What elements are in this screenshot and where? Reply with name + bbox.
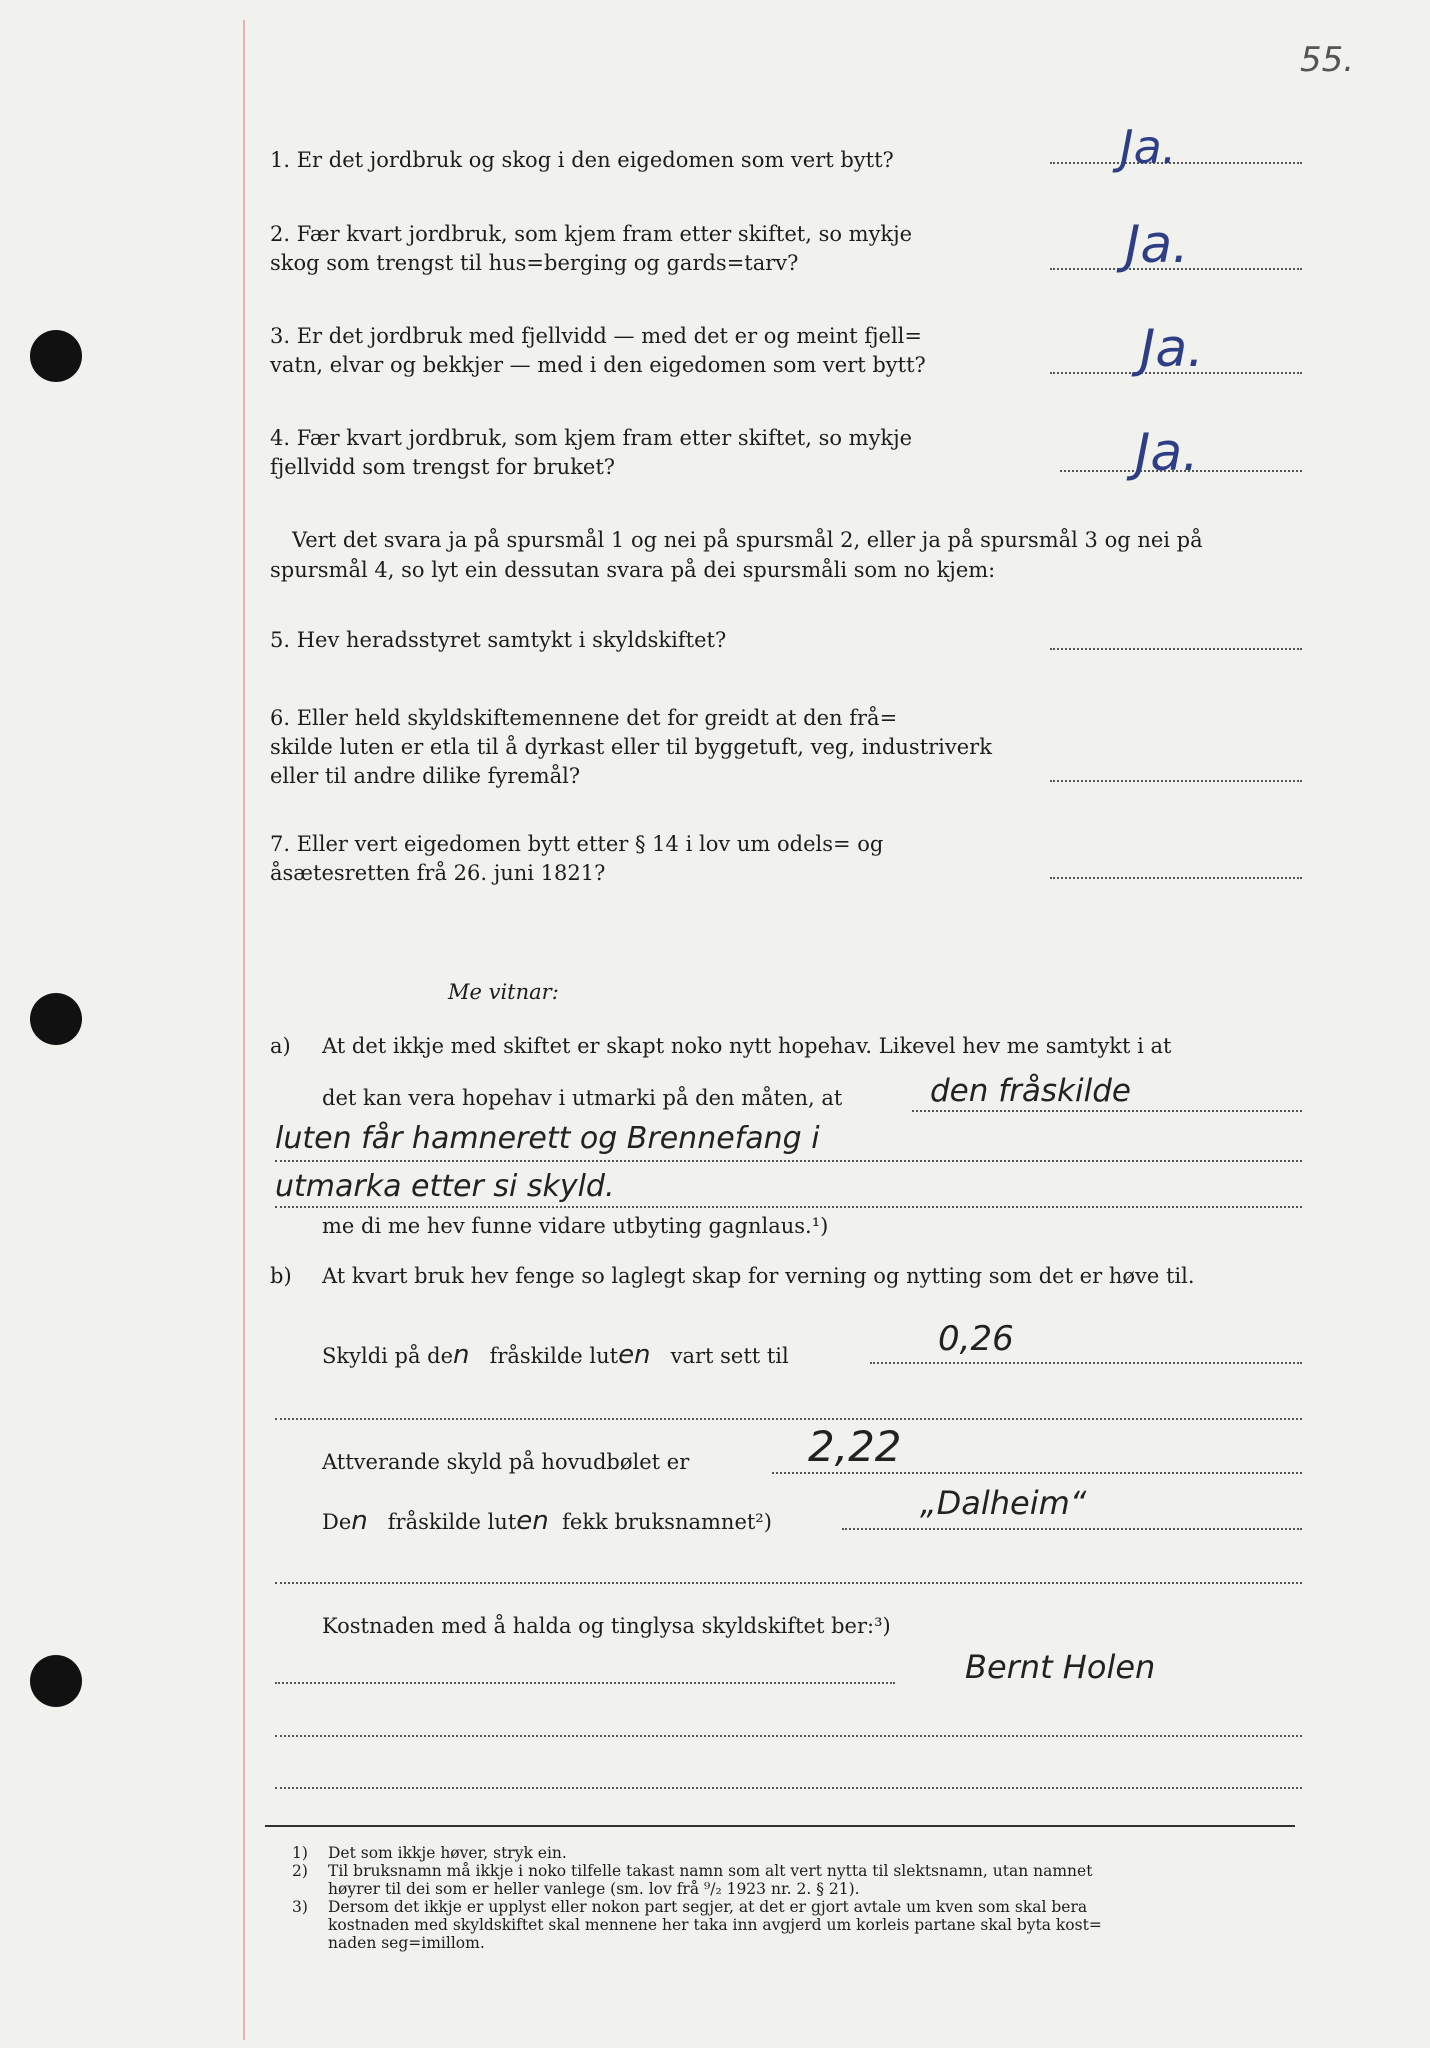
answer-1: Ja. [1120, 120, 1177, 174]
witness-a-line3: me di me hev funne vidare utbyting gagnlaus.¹) [322, 1214, 829, 1238]
witness-a-line1: At det ikkje med skiftet er skapt noko nytt hopehav. Likevel hev me samtykt i at [322, 1034, 1172, 1058]
punch-hole [30, 1655, 82, 1707]
witness-b-line: At kvart bruk hev fenge so laglegt skap for verning og nytting som det er høve til. [322, 1264, 1195, 1288]
margin-line [243, 20, 245, 2040]
condition-text: Vert det svara ja på spursmål 1 og nei på spursmål 2, eller ja på spursmål 3 og nei på [292, 528, 1203, 552]
condition-text: spursmål 4, so lyt ein dessutan svara på dei spursmåli som no kjem: [270, 558, 996, 582]
item-label-b: b) [270, 1264, 292, 1288]
question-2: 2. Fær kvart jordbruk, som kjem fram etter skiftet, so mykje skog som trengst til hus=berging og gards=tarv? [270, 222, 913, 275]
answer-4: Ja. [1135, 423, 1199, 483]
footnote-3: 3) Dersom det ikkje er upplyst eller nokon part segjer, at det er gjort avtale um kven som skal bera kostnaden med skyldskiftet skal mennene her taka inn avgjerd um korleis partane skal byta kost= naden seg=imillom. [292, 1898, 1102, 1952]
skyld-value: 0,26 [938, 1319, 1014, 1359]
question-5: 5. Hev heradsstyret samtykt i skyldskiftet? [270, 628, 727, 652]
punch-hole [30, 330, 82, 382]
bruksnamn-value: „Dalheim“ [920, 1484, 1087, 1522]
question-7: 7. Eller vert eigedomen bytt etter § 14 i lov um odels= og åsætesretten frå 26. juni 1821? [270, 832, 884, 885]
question-4: 4. Fær kvart jordbruk, som kjem fram etter skiftet, so mykje fjellvidd som trengst for bruket? [270, 426, 913, 479]
answer-3: Ja. [1140, 319, 1204, 379]
answer-line [1050, 780, 1302, 782]
answer-line [1050, 648, 1302, 650]
fill-line [772, 1472, 1302, 1474]
handwritten-text: luten får hamnerett og Brennefang i [275, 1121, 820, 1156]
question-3: 3. Er det jordbruk med fjellvidd — med det er og meint fjell= vatn, elvar og bekkjer — med i den eigedomen som vert bytt? [270, 324, 926, 377]
item-label-a: a) [270, 1034, 291, 1058]
signature: Bernt Holen [965, 1648, 1156, 1686]
hovud-value: 2,22 [808, 1422, 902, 1471]
fill-line [275, 1735, 1302, 1737]
fill-line [870, 1362, 1302, 1364]
footnote-1: 1) Det som ikkje høver, stryk ein. [292, 1844, 567, 1862]
question-1: 1. Er det jordbruk og skog i den eigedomen som vert bytt? [270, 148, 894, 172]
fill-line [275, 1160, 1302, 1162]
fill-line [275, 1418, 1302, 1420]
footnote-2: 2) Til bruksnamn må ikkje i noko tilfelle takast namn som alt vert nytta til slektsnamn, utan namnet høyrer til dei som er heller vanlege (sm. lov frå ⁹/₂ 1923 nr. 2. § 21). [292, 1862, 1093, 1898]
question-6: 6. Eller held skyldskiftemennene det for greidt at den frå= skilde luten er etla til å dyrkast eller til byggetuft, veg, industriverk eller til andre dilike fyremål? [270, 706, 992, 788]
page-number: 55. [1300, 40, 1355, 80]
fill-line [275, 1682, 895, 1684]
answer-2: Ja. [1125, 215, 1189, 275]
fill-line [275, 1582, 1302, 1584]
hovud-label: Attverande skyld på hovudbølet er [322, 1450, 690, 1474]
fill-line [275, 1787, 1302, 1789]
punch-hole [30, 993, 82, 1045]
answer-line [1050, 877, 1302, 879]
skyld-row: Skyldi på den fråskilde luten vart sett til [322, 1340, 789, 1370]
handwritten-text: utmarka etter si skyld. [275, 1169, 615, 1204]
footnote-rule [265, 1825, 1295, 1827]
fill-line [275, 1206, 1302, 1208]
fill-line [842, 1528, 1302, 1530]
fill-line [912, 1110, 1302, 1112]
namn-row: Den fråskilde luten fekk bruksnamnet²) [322, 1506, 772, 1536]
kostnad-label: Kostnaden med å halda og tinglysa skyldskiftet ber:³) [322, 1614, 891, 1638]
handwritten-text: den fråskilde [930, 1073, 1131, 1109]
witness-heading: Me vitnar: [448, 980, 559, 1004]
witness-a-line2: det kan vera hopehav i utmarki på den måten, at [322, 1086, 843, 1110]
